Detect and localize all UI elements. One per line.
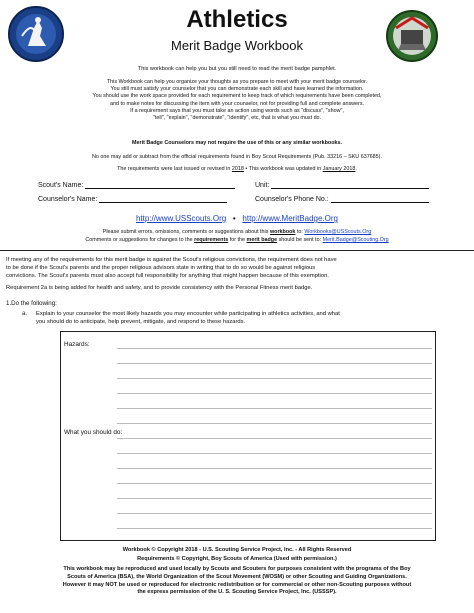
counselor-phone-field[interactable] [255, 196, 429, 203]
submit2-merit-badge: merit badge [246, 237, 278, 243]
req-issued-year: 2018 [231, 166, 244, 172]
counselor-name-field[interactable] [38, 196, 227, 203]
footer-requirements: Requirements © Copyright, Boy Scouts of America (Used with permission.) [137, 556, 337, 562]
usscouts-link[interactable]: http://www.USScouts.Org [135, 214, 227, 223]
what-line[interactable] [117, 528, 432, 529]
what-line[interactable] [117, 438, 432, 439]
intro-line: This workbook can help you but you still need to read the merit badge pamphlet. [137, 66, 337, 72]
submit-line-1 [0, 229, 474, 236]
scout-name-line[interactable] [85, 182, 235, 189]
req1a-letter: a. [22, 311, 28, 317]
hazards-line[interactable] [117, 423, 432, 424]
submit2-requirements: requirements [194, 237, 229, 243]
updated-date: January 2018 [322, 166, 356, 172]
hazards-line[interactable] [117, 393, 432, 394]
req1a-text [36, 311, 468, 327]
hazards-line[interactable] [117, 408, 432, 409]
unit-label: Unit: [255, 182, 270, 189]
req1a-line: Explain to your counselor the most likely hazards you may encounter while participating in athletics activities, and what [36, 311, 340, 317]
religious-line: If meeting any of the requirements for this merit badge is against the Scout's religious convictions, the requirement does not have [6, 257, 337, 263]
intro-para-line: "tell", "explain", "demonstrate", "identify", etc, that is what you must do. [152, 115, 322, 122]
req-issued-prefix: The requirements were last issued or revised in [117, 166, 232, 172]
scout-name-field[interactable] [38, 182, 235, 189]
no-add-note: No one may add or subtract from the official requirements found in Boy Scout Requirements (Pub. 33216 – SKU 637685). [92, 154, 382, 160]
what-line[interactable] [117, 483, 432, 484]
what-line[interactable] [117, 453, 432, 454]
page-subtitle: Merit Badge Workbook [171, 38, 303, 53]
unit-line[interactable] [271, 182, 429, 189]
submit-to: to: [295, 229, 305, 235]
intro-para-line: If a requirement says that you must take an action using words such as "discuss", "show", [130, 107, 344, 114]
what-you-should-do-label: What you should do: [64, 429, 123, 436]
religious-line: to be done if the Scout's parents and the proper religious advisors state in writing that to do so would be against religious [6, 265, 316, 271]
what-line[interactable] [117, 468, 432, 469]
links-row [0, 214, 474, 223]
intro-para-line: You should use the work space provided for each requirement to keep track of which requirements have been completed, [92, 93, 382, 100]
what-line[interactable] [117, 513, 432, 514]
hazards-label: Hazards: [64, 341, 90, 348]
submit2-mid: for the [228, 237, 247, 243]
submit-line-2 [0, 237, 474, 244]
updated-prefix: • This workbook was updated in [245, 166, 323, 172]
footer-line: This workbook may be reproduced and used locally by Scouts and Scouters for purposes consistent with the programs of the Boy [63, 566, 411, 572]
counselor-name-label: Counselor's Name: [38, 196, 98, 203]
intro-paragraph [0, 79, 474, 122]
links-bullet: • [232, 214, 236, 223]
page-title: Athletics [186, 6, 288, 33]
intro-para-line: and to make notes for discussing the item with your counselor, not for providing full and complete answers. [109, 100, 365, 107]
counselor-note: Merit Badge Counselors may not require the use of this or any similar workbooks. [132, 140, 342, 146]
counselor-name-line[interactable] [99, 196, 227, 203]
hazards-line[interactable] [117, 378, 432, 379]
meritbadge-email-link[interactable]: Merit.Badge@Scouting.Org [322, 237, 389, 243]
hazards-line[interactable] [117, 363, 432, 364]
footer-copyright: Workbook © Copyright 2018 - U.S. Scouting Service Project, Inc. - All Rights Reserved [122, 547, 352, 553]
divider [0, 250, 474, 251]
what-line[interactable] [117, 498, 432, 499]
revision-note [0, 166, 474, 173]
workbooks-email-link[interactable]: Workbooks@USScouts.Org [304, 229, 372, 235]
religious-line: convictions. The Scout's parents must also accept full responsibility for anything that might happen because of this exemption. [6, 273, 329, 279]
submit2-prefix: Comments or suggestions for changes to the [85, 237, 195, 243]
req1-heading: 1.Do the following: [6, 300, 57, 307]
submit-prefix: Please submit errors, omissions, comments or suggestions about this [102, 229, 270, 235]
submit-workbook: workbook [269, 229, 296, 235]
hazards-line[interactable] [117, 348, 432, 349]
footer-line: However it may NOT be used or reproduced for electronic redistribution or for commercial or other non-Scouting purposes without [62, 581, 412, 588]
counselor-phone-label: Counselor's Phone No.: [255, 196, 329, 203]
submit2-mid2: should be sent to: [277, 237, 323, 243]
updated-suffix: . [355, 166, 357, 172]
unit-field[interactable] [255, 182, 429, 189]
intro-para-line: This Workbook can help you organize your thoughts as you prepare to meet with your merit badge counselor. [106, 79, 368, 85]
footer-usage [0, 566, 474, 597]
req2a-note: Requirement 2a is being added for health and safety, and to provide consistency with the Personal Fitness merit badge. [6, 285, 313, 291]
counselor-phone-line[interactable] [331, 196, 429, 203]
religious-note [6, 256, 470, 280]
footer-line: Scouts of America (BSA), the World Organization of the Scout Movement (WOSM) or other Scouting and Guiding Organizations. [67, 573, 407, 580]
scout-name-label: Scout's Name: [38, 182, 84, 189]
meritbadge-link[interactable]: http://www.MeritBadge.Org [242, 214, 338, 223]
intro-para-line: You still must satisfy your counselor that you can demonstrate each skill and have learned the information. [110, 86, 364, 93]
req1a-line: you should do to anticipate, help prevent, mitigate, and respond to these hazards. [36, 318, 246, 325]
footer-line: the express permission of the U. S. Scouting Service Project, Inc. (USSSP). [137, 589, 337, 596]
